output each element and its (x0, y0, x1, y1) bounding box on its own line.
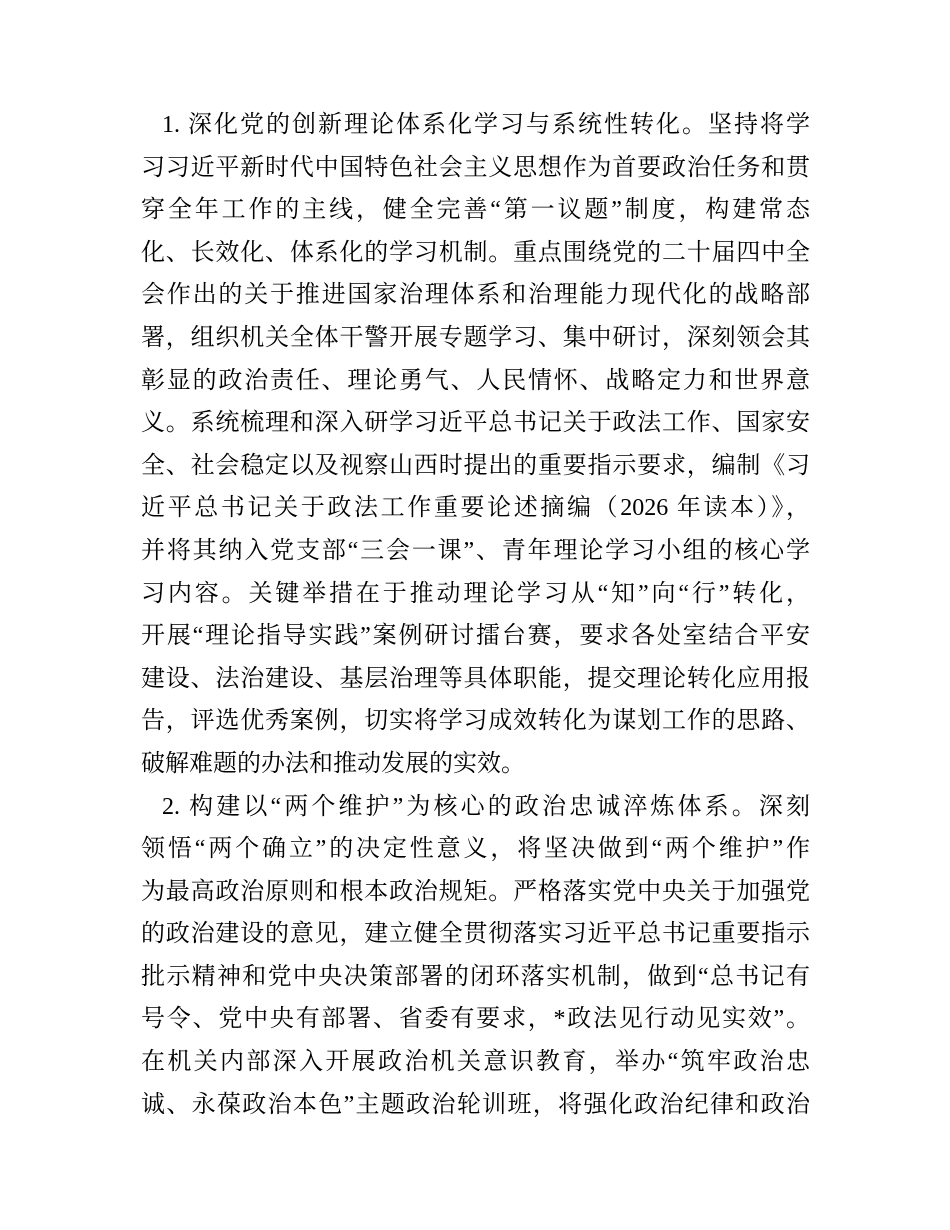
text-line: 习习近平新时代中国特色社会主义思想作为首要政治任务和贯 (141, 154, 810, 181)
paragraph-2 (141, 786, 810, 1127)
text-line: 穿全年工作的主线，健全完善“第一议题”制度，构建常态 (141, 197, 810, 224)
text-line: 建设、法治建设、基层治理等具体职能，提交理论转化应用报 (141, 665, 810, 692)
text-line: 破解难题的办法和推动发展的实效。 (141, 750, 525, 777)
text-line: 诚、永葆政治本色”主题政治轮训班，将强化政治纪律和政治 (141, 1091, 810, 1118)
text-line: 开展“理论指导实践”案例研讨擂台赛，要求各处室结合平安 (141, 623, 810, 650)
text-line: 在机关内部深入开展政治机关意识教育，举办“筑牢政治忠 (141, 1049, 810, 1076)
text-line: 近平总书记关于政法工作重要论述摘编（2026 年读本）》， (141, 495, 810, 522)
text-line: 署，组织机关全体干警开展专题学习、集中研讨，深刻领会其 (141, 324, 810, 351)
text-line: 并将其纳入党支部“三会一课”、青年理论学习小组的核心学 (141, 537, 810, 564)
text-block (141, 104, 810, 1126)
text-line: 的政治建设的意见，建立健全贯彻落实习近平总书记重要指示 (141, 921, 810, 948)
text-line: 全、社会稳定以及视察山西时提出的重要指示要求，编制《习 (141, 452, 810, 479)
text-line: 习内容。关键举措在于推动理论学习从“知”向“行”转化， (141, 580, 810, 607)
text-line: 告，评选优秀案例，切实将学习成效转化为谋划工作的思路、 (141, 708, 810, 735)
text-line: 会作出的关于推进国家治理体系和治理能力现代化的战略部 (141, 282, 810, 309)
text-line: 彰显的政治责任、理论勇气、人民情怀、战略定力和世界意 (141, 367, 810, 394)
text-line: 2. 构建以“两个维护”为核心的政治忠诚淬炼体系。深刻 (162, 793, 810, 820)
text-line: 义。系统梳理和深入研学习近平总书记关于政法工作、国家安 (141, 410, 810, 437)
text-line: 批示精神和党中央决策部署的闭环落实机制，做到“总书记有 (141, 963, 810, 990)
text-line: 化、长效化、体系化的学习机制。重点围绕党的二十届四中全 (141, 239, 810, 266)
text-line: 号令、党中央有部署、省委有要求，*政法见行动见实效”。 (141, 1006, 810, 1033)
text-line: 领悟“两个确立”的决定性意义，将坚决做到“两个维护”作 (141, 836, 810, 863)
text-line: 为最高政治原则和根本政治规矩。严格落实党中央关于加强党 (141, 878, 810, 905)
text-line: 1. 深化党的创新理论体系化学习与系统性转化。坚持将学 (162, 112, 810, 138)
paragraph-1 (141, 104, 810, 786)
